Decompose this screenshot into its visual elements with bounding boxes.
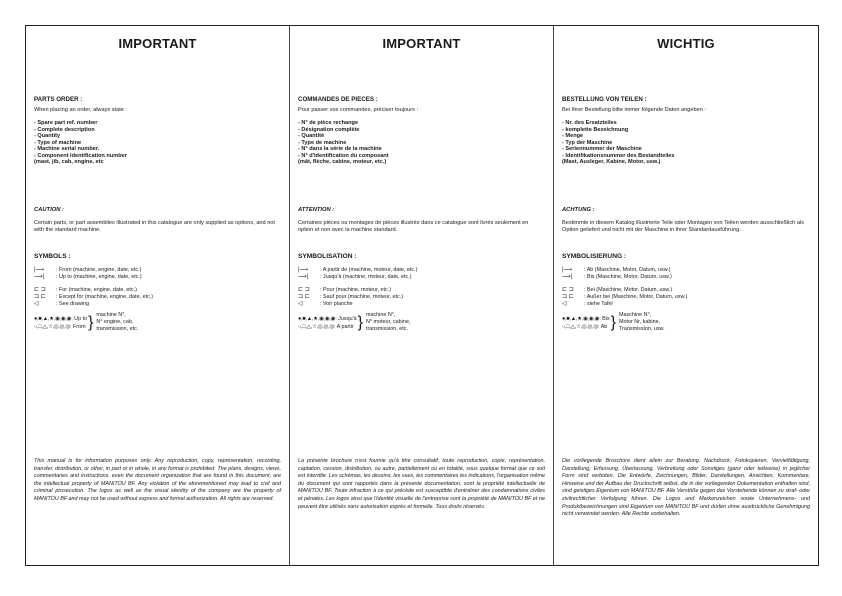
open-marks-icon: ○,□,△,☆,◎,◎,◎ bbox=[562, 323, 598, 330]
arrow-from-icon: |⟶ bbox=[298, 267, 309, 273]
order-list bbox=[298, 120, 545, 166]
list-item: - Menge bbox=[562, 133, 584, 140]
bracket-for-icon: ⊏ ⊐ bbox=[562, 287, 574, 293]
filled-marks-icon: ●,■,▲,★,◉,◉,◉ bbox=[298, 315, 336, 322]
symbol-drawing-row: ◁ : siehe Tafel bbox=[562, 301, 613, 307]
list-item: - Component identification number bbox=[34, 152, 127, 159]
machine-note: machine N°, N° moteur, cabine, transmission, etc. bbox=[365, 312, 411, 332]
see-drawing-icon: ◁ bbox=[562, 301, 567, 307]
list-item: - Quantité bbox=[298, 133, 325, 140]
bracket-for-icon: ⊏ ⊐ bbox=[298, 287, 310, 293]
symbol-except-row: ⊐ ⊏ : Sauf pour (machine, moteur, etc.) bbox=[298, 294, 403, 300]
symbols-heading: SYMBOLISATION : bbox=[298, 253, 357, 260]
list-item: - Identifikationsnummer des Bestandteiles bbox=[562, 152, 675, 159]
bracket-except-icon: ⊐ ⊏ bbox=[298, 294, 310, 300]
order-intro: Bei Ihrer Bestellung bitte immer folgende Daten angeben : bbox=[562, 107, 706, 113]
symbol-except-row: ⊐ ⊏ : Außer bei (Maschine, Motor, Datum, usw.) bbox=[562, 294, 688, 300]
symbol-from-row: |⟶ : Ab (Maschine, Motor, Datum, usw.) bbox=[562, 267, 671, 273]
column-title: WICHTIG bbox=[657, 36, 715, 51]
parts-order-section bbox=[562, 96, 810, 166]
see-drawing-icon: ◁ bbox=[34, 301, 39, 307]
list-item: - Type de machine bbox=[298, 139, 347, 146]
order-heading: COMMANDES DE PIECES : bbox=[298, 96, 378, 103]
list-item: - N° de pièce rechange bbox=[298, 120, 359, 127]
symbol-drawing-row: ◁ : Voir planche bbox=[298, 301, 353, 307]
order-intro: Pour passer vos commandes, préciser toujours : bbox=[298, 107, 419, 113]
symbols-heading: SYMBOLS : bbox=[34, 253, 71, 260]
column-english bbox=[26, 26, 290, 565]
order-intro: When placing an order, always state : bbox=[34, 107, 127, 113]
symbol-for-row: ⊏ ⊐ : For (machine, engine, date, etc.) bbox=[34, 287, 137, 293]
list-item: (Mast, Ausleger, Kabine, Motor, usw.) bbox=[562, 159, 661, 166]
legal-notice: This manual is for information purposes only. Any reproduction, copy, representation, recording, transfer, distribution, or other, in part or in whole, in any format is prohibited. The plans, designs, views, commentaries and instructions, even the document organization that are found in this document, are the intellectual property of MANITOU BF. Any violation of the aforementioned may lead to civil and criminal prosecution. The logos as well as the visual identity of the company are the property of MANITOU BF and may not be used without express and formal authorization. All rights are reserved. bbox=[34, 458, 281, 502]
symbol-drawing-row: ◁ : See drawing bbox=[34, 301, 89, 307]
arrow-from-icon: |⟶ bbox=[34, 267, 45, 273]
order-list bbox=[562, 120, 810, 166]
caution-heading: CAUTION : bbox=[34, 207, 64, 213]
symbol-except-row: ⊐ ⊏ : Except for (machine, engine, date, etc.) bbox=[34, 294, 154, 300]
machine-note: machine N°, N° engine, cab, transmission, etc. bbox=[96, 312, 139, 332]
open-marks-icon: ○,□,△,☆,◎,◎,◎ bbox=[298, 323, 334, 330]
list-item: - N° d'identification du composant bbox=[298, 152, 389, 159]
caution-heading: ACHTUNG : bbox=[562, 207, 595, 213]
see-drawing-icon: ◁ bbox=[298, 301, 303, 307]
legal-notice: Die vorliegende Broschüre dient allein zur Beratung. Nachdruck, Fotokopieren, Vervielfältigung, Darstellung, Erfassung, Überlassung, Verbreitung oder Sonstiges (ganz oder teilweise) in jeglicher Form sind verboten. Die Entwürfe, Zeichnungen, Bilder, Darstellungen, Ansichten, Kommentare, Hinweise und der Aufbau der Druckschrift selbst, die in der vorliegenden Dokumentation enthalten sind, sind geistiges Eigentum von MANITOU BF. Alle Verstöße gegen das Vorstehende können zu straf- oder zivilrechtlicher Verfolgung führen. Die Logos und Markenzeichen sowie Unternehmens- und Produktbezeichnungen sind Eigentum von MANITOU BF und dürfen ohne ausdrückliche Genehmigung nicht verwendet werden. Alle Rechte vorbehalten. bbox=[562, 458, 810, 518]
order-heading: PARTS ORDER : bbox=[34, 96, 83, 103]
list-item: - Machine serial number. bbox=[34, 146, 100, 153]
list-item: - Désignation complète bbox=[298, 126, 360, 133]
marks-group: ●,■,▲,★,◉,◉,◉: Up to ○,□,△,☆,◎,◎,◎: From } machine N°, N° engine, cab, transmission, etc. bbox=[34, 312, 139, 332]
symbol-upto-row: ⟶| : Jusqu'à (machine, moteur, date, etc.) bbox=[298, 274, 412, 280]
symbol-upto-row: ⟶| : Bis (Maschine, Motor, Datum, usw.) bbox=[562, 274, 672, 280]
symbol-upto-row: ⟶| : Up to (machine, engine, date, etc.) bbox=[34, 274, 142, 280]
caution-heading: ATTENTION : bbox=[298, 207, 335, 213]
bracket-except-icon: ⊐ ⊏ bbox=[562, 294, 574, 300]
open-marks-icon: ○,□,△,☆,◎,◎,◎ bbox=[34, 323, 70, 330]
arrow-upto-icon: ⟶| bbox=[298, 274, 309, 280]
filled-marks-icon: ●,■,▲,★,◉,◉,◉ bbox=[34, 315, 72, 322]
brace-icon: } bbox=[88, 313, 94, 331]
symbols-section bbox=[34, 253, 281, 333]
caution-text: Bestimmte in diesem Katalog illustrierte Teile oder Montagen von Teilen werden ausschließlich als Option geliefert und nicht mit der Maschine in ihrer Standardausführung. bbox=[562, 220, 804, 234]
list-item: - Type of machine bbox=[34, 139, 82, 146]
symbols-section bbox=[298, 253, 545, 333]
list-item: - Seriennummer der Maschine bbox=[562, 146, 642, 153]
symbol-for-row: ⊏ ⊐ : Bei (Maschine, Motor, Datum, usw.) bbox=[562, 287, 673, 293]
list-item: - Quantity bbox=[34, 133, 61, 140]
arrow-upto-icon: ⟶| bbox=[562, 274, 573, 280]
list-item: - Spare part ref. number bbox=[34, 120, 98, 127]
symbol-from-row: |⟶ : From (machine, engine, date, etc.) bbox=[34, 267, 142, 273]
arrow-upto-icon: ⟶| bbox=[34, 274, 45, 280]
caution-section bbox=[562, 207, 810, 235]
marks-group: ●,■,▲,★,◉,◉,◉: Bis ○,□,△,☆,◎,◎,◎: Ab } Maschine N°, Motor Nr, kabine, Transmission, usw. bbox=[562, 312, 665, 332]
parts-order-section bbox=[34, 96, 281, 166]
list-item: - Nr. des Ersatzteiles bbox=[562, 120, 617, 127]
document-frame bbox=[25, 25, 819, 566]
column-title: IMPORTANT bbox=[118, 36, 197, 51]
order-list bbox=[34, 120, 281, 166]
list-item: - Typ der Maschine bbox=[562, 139, 613, 146]
list-item: (mât, flèche, cabine, moteur, etc.) bbox=[298, 159, 387, 166]
symbols-section bbox=[562, 253, 810, 333]
filled-marks-icon: ●,■,▲,★,◉,◉,◉ bbox=[562, 315, 600, 322]
symbols-heading: SYMBOLISIERUNG : bbox=[562, 253, 627, 260]
bracket-except-icon: ⊐ ⊏ bbox=[34, 294, 46, 300]
brace-icon: } bbox=[357, 313, 363, 331]
arrow-from-icon: |⟶ bbox=[562, 267, 573, 273]
parts-order-section bbox=[298, 96, 545, 166]
caution-section bbox=[298, 207, 545, 235]
column-title: IMPORTANT bbox=[382, 36, 461, 51]
machine-note: Maschine N°, Motor Nr, kabine, Transmission, usw. bbox=[619, 312, 665, 332]
caution-text: Certaines pièces ou montages de pièces illustrés dans ce catalogue sont livrés seulement en option et non avec la machine standard. bbox=[298, 220, 529, 234]
brace-icon: } bbox=[610, 313, 617, 331]
order-heading: BESTELLUNG VON TEILEN : bbox=[562, 96, 647, 103]
caution-section bbox=[34, 207, 281, 235]
marks-group: ●,■,▲,★,◉,◉,◉: Jusqu'à ○,□,△,☆,◎,◎,◎: A partir } machine N°, N° moteur, cabine, transmission, etc. bbox=[298, 312, 411, 332]
list-item: - Complete description bbox=[34, 126, 95, 133]
caution-text: Certain parts, or part assemblies illustrated in this catalogue are only supplied as options, and not with the standard machine. bbox=[34, 220, 275, 234]
symbol-from-row: |⟶ : A partir de (machine, moteur, date, etc.) bbox=[298, 267, 418, 273]
legal-notice: La présente brochure n'est fournie qu'à titre consultatif, toute reproduction, copie, représentation, captation, cession, distribution, ou autre, partiellement ou en totalité, sous quelque format que ce soit est interdite. Les schémas, les dessins, les vues, les commentaires les indications, l'organisation même du document qui sont rapportés dans la présente documentation, sont la propriété intellectuelle de MANITOU BF. Toute infraction à ce qui précède est susceptible d'entraîner des condamnations civiles et pénales. Les logos ainsi que l'identité visuelle de l'entreprise sont la propriété de MANITOU BF et ne peuvent être utilisés sans autorisation exprès et formelle. Tous droits réservés. bbox=[298, 458, 545, 510]
column-german bbox=[554, 26, 818, 565]
list-item: - komplette Bezeichnung bbox=[562, 126, 629, 133]
bracket-for-icon: ⊏ ⊐ bbox=[34, 287, 46, 293]
list-item: (mast, jib, cab, engine, etc bbox=[34, 159, 104, 166]
symbol-for-row: ⊏ ⊐ : Pour (machine, moteur, etc.) bbox=[298, 287, 392, 293]
list-item: - N° dans la série de la machine bbox=[298, 146, 382, 153]
column-french bbox=[290, 26, 554, 565]
